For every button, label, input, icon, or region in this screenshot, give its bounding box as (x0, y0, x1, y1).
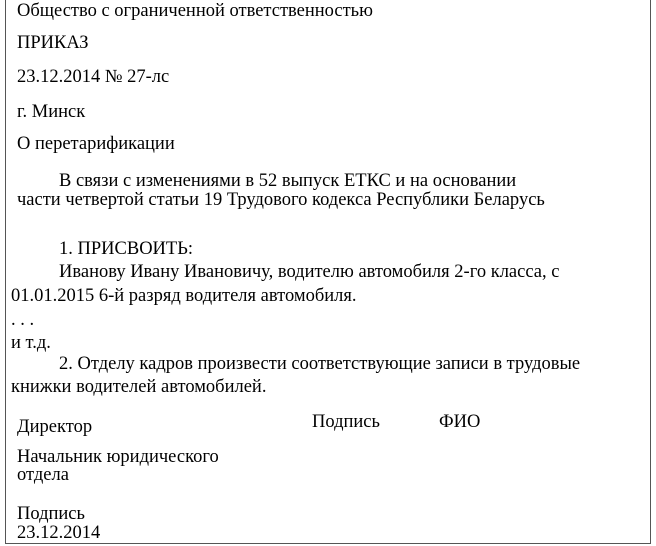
item1-line-2: 01.01.2015 6-й разряд водителя автомобиля. (11, 286, 357, 306)
document-city: г. Минск (17, 102, 86, 122)
director-title: Директор (17, 417, 93, 437)
item2-line-1: 2. Отделу кадров произвести соответствующие записи в трудовые (59, 354, 581, 374)
sign-label: Подпись (17, 504, 85, 524)
item1-etc: и т.д. (11, 333, 51, 353)
organization-name: Общество с ограниченной ответственностью (17, 1, 373, 21)
preamble-line-1: В связи с изменениями в 52 выпуск ЕТКС и на основании (59, 171, 517, 191)
legal-head-line-1: Начальник юридического (17, 447, 219, 467)
item1-ellipsis: . . . (11, 310, 35, 330)
item2-line-2: книжки водителей автомобилей. (11, 377, 267, 397)
sign-date: 23.12.2014 (17, 523, 101, 543)
document-subject: О перетарификации (17, 134, 175, 154)
document-date-number: 23.12.2014 № 27-лс (17, 67, 170, 87)
document-type-title: ПРИКАЗ (17, 33, 89, 53)
item1-line-1: Иванову Ивану Ивановичу, водителю автомобиля 2-го класса, с (59, 262, 560, 282)
name-label: ФИО (439, 412, 481, 432)
item1-heading: 1. ПРИСВОИТЬ: (59, 239, 193, 259)
legal-head-line-2: отдела (17, 465, 69, 485)
signature-label: Подпись (312, 412, 380, 432)
preamble-line-2: части четвертой статьи 19 Трудового кодекса Республики Беларусь (17, 190, 545, 210)
